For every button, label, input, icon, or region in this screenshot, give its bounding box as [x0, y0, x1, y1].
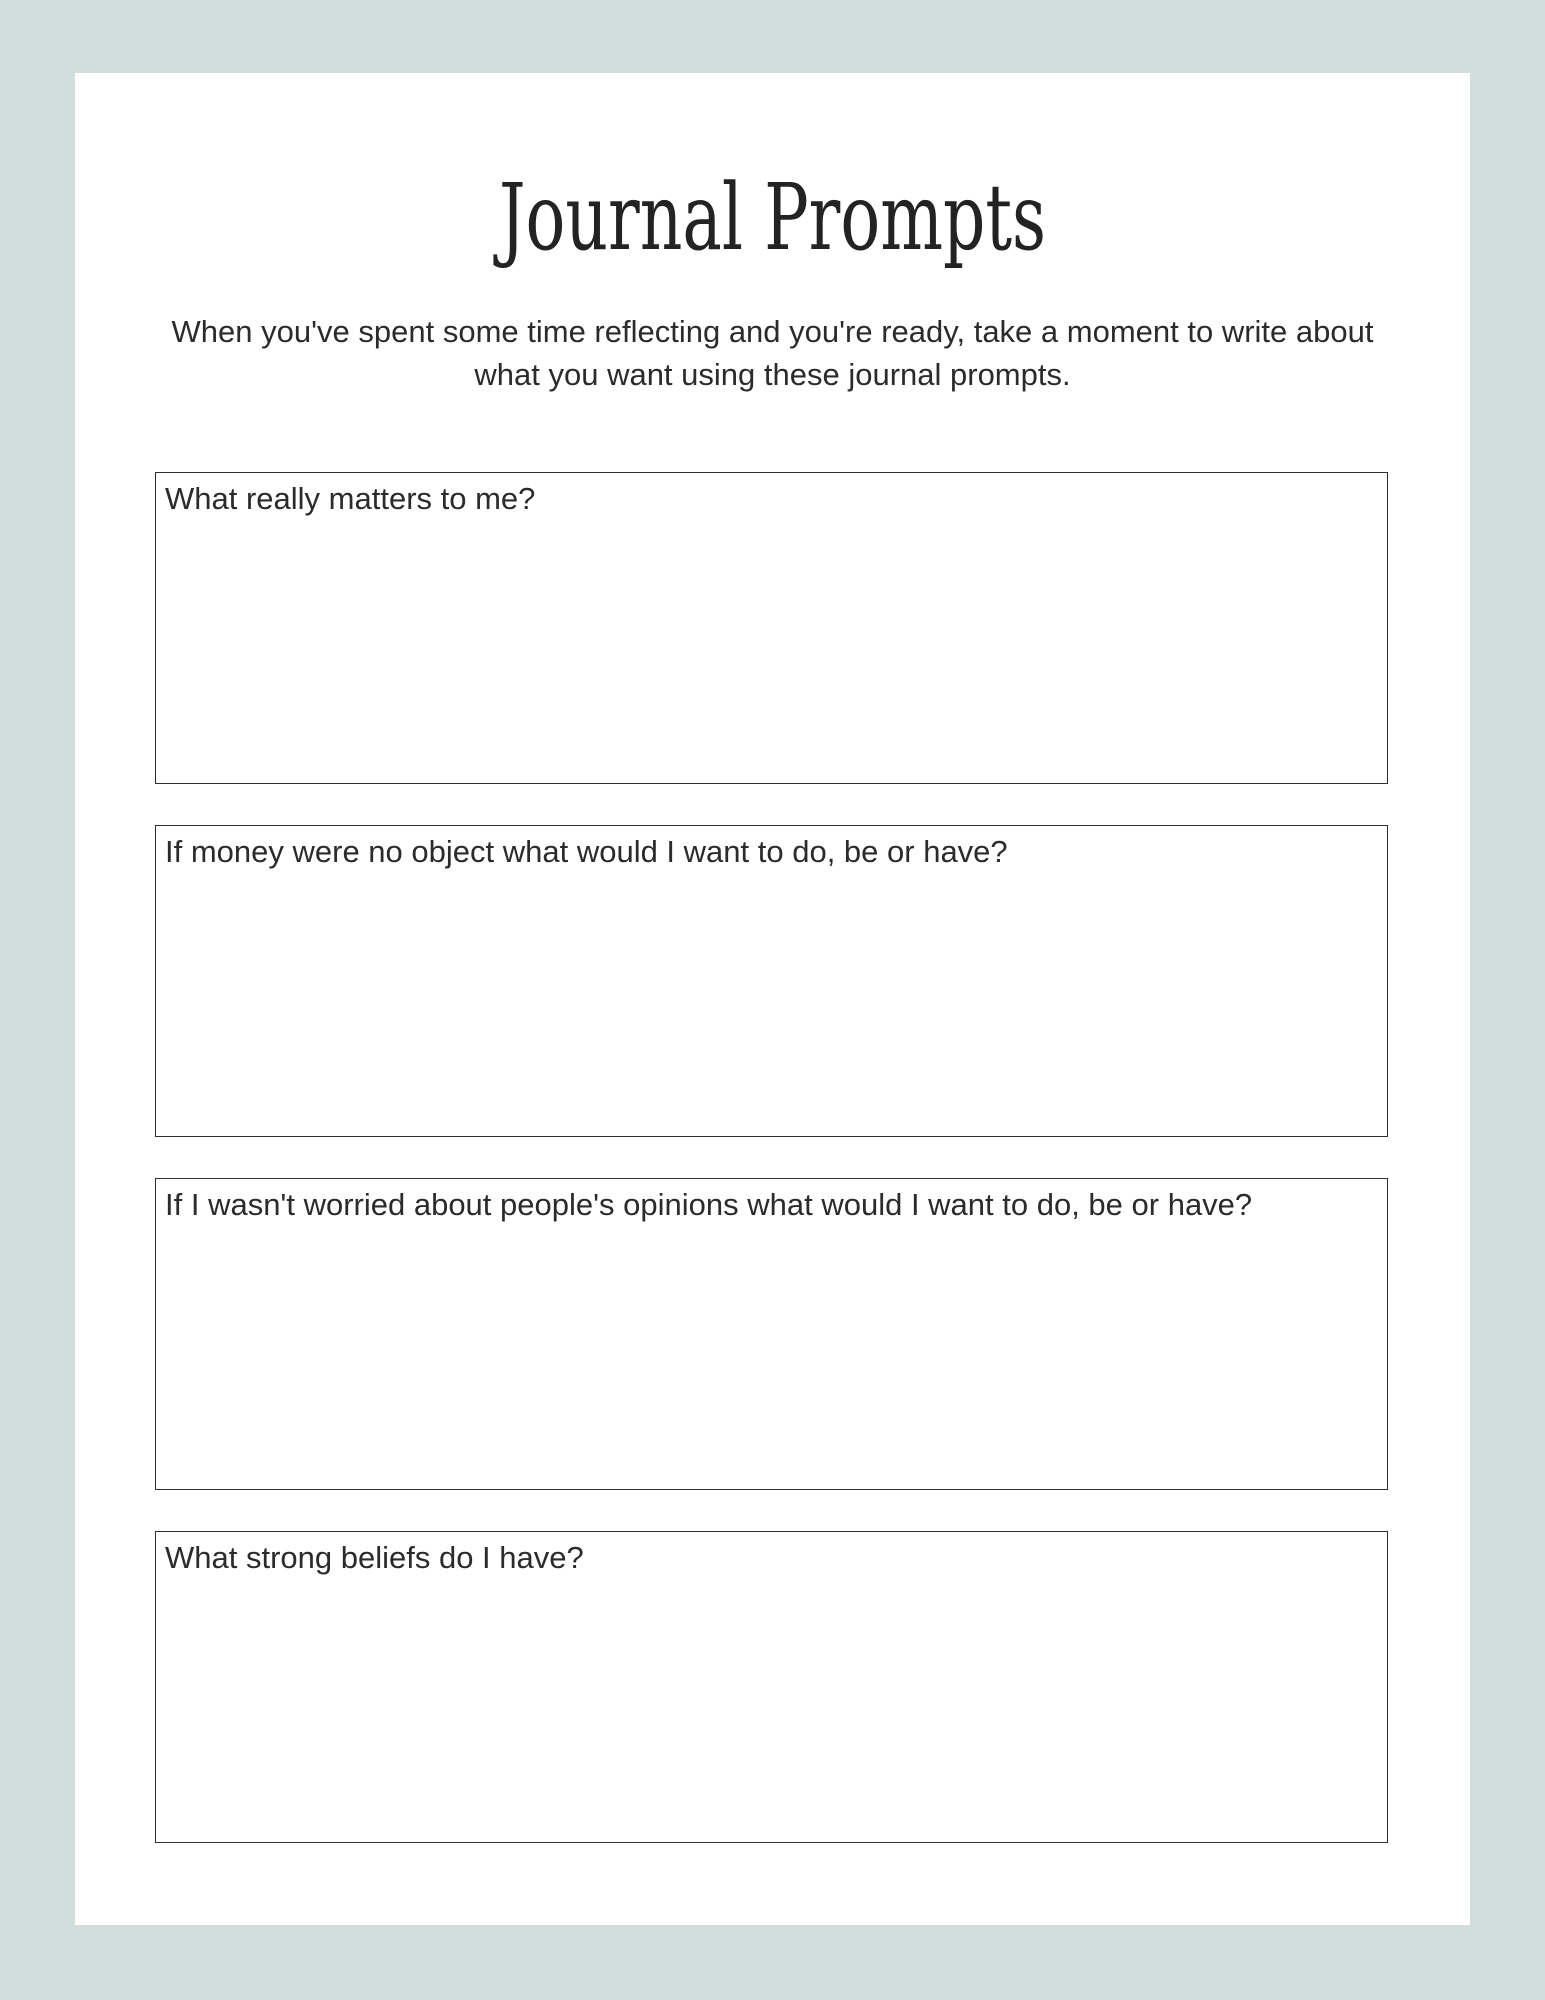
prompt-label: What strong beliefs do I have?: [165, 1540, 584, 1575]
prompt-label: If I wasn't worried about people's opinions what would I want to do, be or have?: [165, 1187, 1253, 1222]
prompt-label: If money were no object what would I want to do, be or have?: [165, 834, 1008, 869]
prompt-box-strong-beliefs[interactable]: [155, 1531, 1388, 1843]
prompt-box-what-matters[interactable]: [155, 472, 1388, 784]
prompt-label: What really matters to me?: [165, 481, 536, 516]
intro-text: When you've spent some time reflecting and you're ready, take a moment to write about what you want using these journal prompts.: [171, 314, 1374, 392]
prompt-box-money-no-object[interactable]: [155, 825, 1388, 1137]
page-title: Journal Prompts: [498, 164, 1047, 271]
journal-page: [75, 73, 1470, 1925]
prompt-box-peoples-opinions[interactable]: [155, 1178, 1388, 1490]
